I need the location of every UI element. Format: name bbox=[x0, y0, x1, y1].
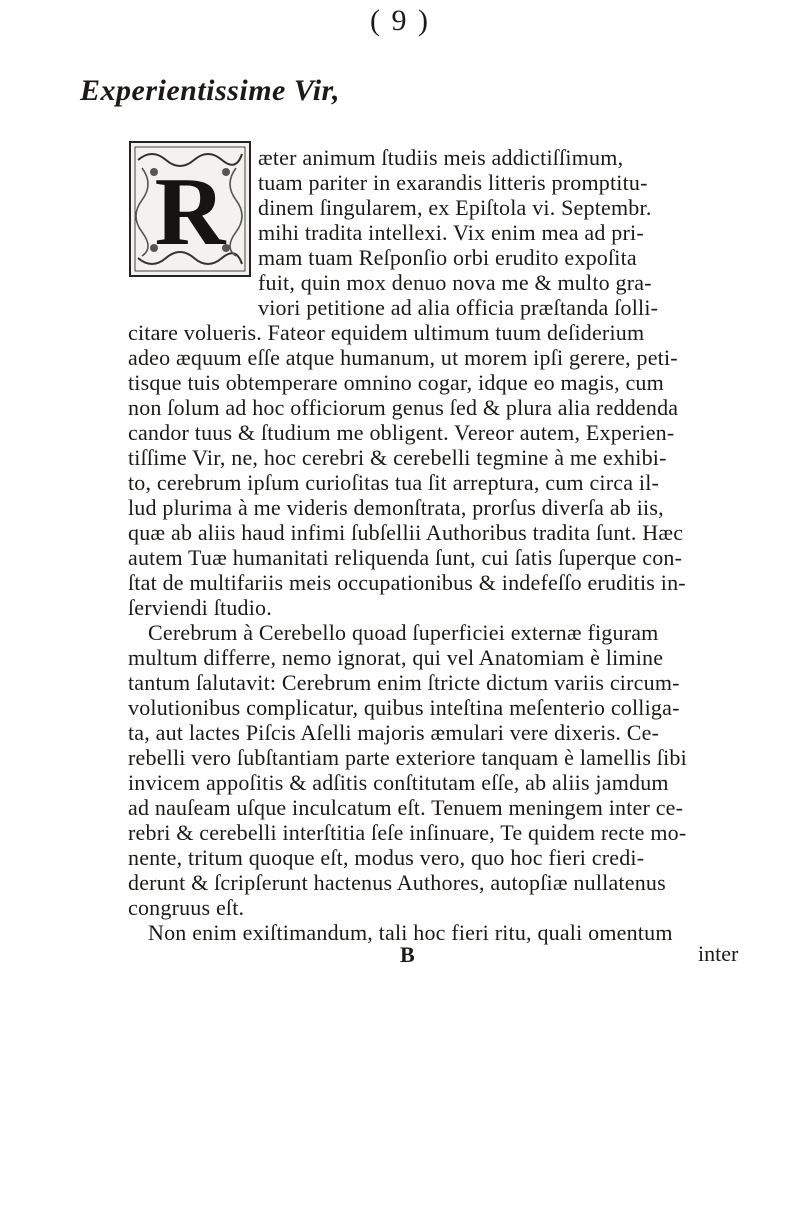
text-line: adeo æquum eſſe atque humanum, ut morem ipſi gerere, peti- bbox=[128, 345, 678, 370]
text-line: rebelli vero ſubſtantiam parte exteriore tanquam è lamellis ſibi bbox=[128, 745, 687, 770]
text-line: Non enim exiſtimandum, tali hoc fieri ritu, quali omentum bbox=[148, 920, 673, 945]
text-line: æter animum ſtudiis meis addictiſſimum, bbox=[258, 145, 624, 170]
page-number: ( 9 ) bbox=[370, 4, 430, 37]
text-line: Cerebrum à Cerebello quoad ſuperficiei externæ figuram bbox=[148, 620, 659, 645]
text-line: mihi tradita intellexi. Vix enim mea ad pri- bbox=[258, 220, 644, 245]
salutation-heading: Experientissime Vir, bbox=[80, 74, 341, 107]
text-line: candor tuus & ſtudium me obligent. Vereor autem, Experien- bbox=[128, 420, 675, 445]
text-line: citare volueris. Fateor equidem ultimum tuum deſiderium bbox=[128, 320, 645, 345]
catchword: inter bbox=[698, 941, 739, 966]
text-line: tiſſime Vir, ne, hoc cerebri & cerebelli tegmine à me exhibi- bbox=[128, 445, 667, 470]
text-line: tuam pariter in exarandis litteris promptitu- bbox=[258, 170, 648, 195]
text-line: ſerviendi ſtudio. bbox=[128, 595, 272, 620]
text-line: to, cerebrum ipſum curioſitas tua ſit arreptura, cum circa il- bbox=[128, 470, 660, 495]
text-line: derunt & ſcripſerunt hactenus Authores, autopſiæ nullatenus bbox=[128, 870, 666, 895]
text-line: ſtat de multifariis meis occupationibus & indefeſſo eruditis in- bbox=[128, 570, 686, 595]
initial-letter: R bbox=[154, 158, 226, 266]
text-line: multum differre, nemo ignorat, qui vel Anatomiam è limine bbox=[128, 645, 664, 670]
text-line: mam tuam Reſponſio orbi erudito expoſita bbox=[258, 245, 637, 270]
text-line: volutionibus complicatur, quibus inteſtina meſenterio colliga- bbox=[128, 695, 680, 720]
text-line: viori petitione ad alia officia præſtanda ſolli- bbox=[258, 295, 659, 320]
text-line: quæ ab aliis haud infimi ſubſellii Authoribus tradita ſunt. Hæc bbox=[128, 520, 684, 545]
text-line: nente, tritum quoque eſt, modus vero, quo hoc fieri credi- bbox=[128, 845, 645, 870]
text-line: non ſolum ad hoc officiorum genus ſed & plura alia reddenda bbox=[128, 395, 679, 420]
text-line: ta, aut lactes Piſcis Aſelli majoris æmulari vere dixeris. Ce- bbox=[128, 720, 660, 745]
text-line: invicem appoſitis & adſitis conſtitutam eſſe, ab aliis jamdum bbox=[128, 770, 669, 795]
text-line: dinem ſingularem, ex Epiſtola vi. Septembr. bbox=[258, 195, 652, 220]
text-line: fuit, quin mox denuo nova me & multo gra- bbox=[258, 270, 652, 295]
text-line: tisque tuis obtemperare omnino cogar, idque eo magis, cum bbox=[128, 370, 664, 395]
text-line: congruus eſt. bbox=[128, 895, 245, 920]
text-line: lud plurima à me videris demonſtrata, prorſus diverſa ab iis, bbox=[128, 495, 664, 520]
text-line: autem Tuæ humanitati reliquenda ſunt, cui ſatis ſuperque con- bbox=[128, 545, 683, 570]
text-line: ad nauſeam uſque inculcatum eſt. Tenuem meningem inter ce- bbox=[128, 795, 684, 820]
text-line: tantum ſalutavit: Cerebrum enim ſtricte dictum variis circum- bbox=[128, 670, 680, 695]
text-line: rebri & cerebelli interſtitia ſeſe inſinuare, Te quidem recte mo- bbox=[128, 820, 687, 845]
signature-mark: B bbox=[400, 942, 415, 967]
